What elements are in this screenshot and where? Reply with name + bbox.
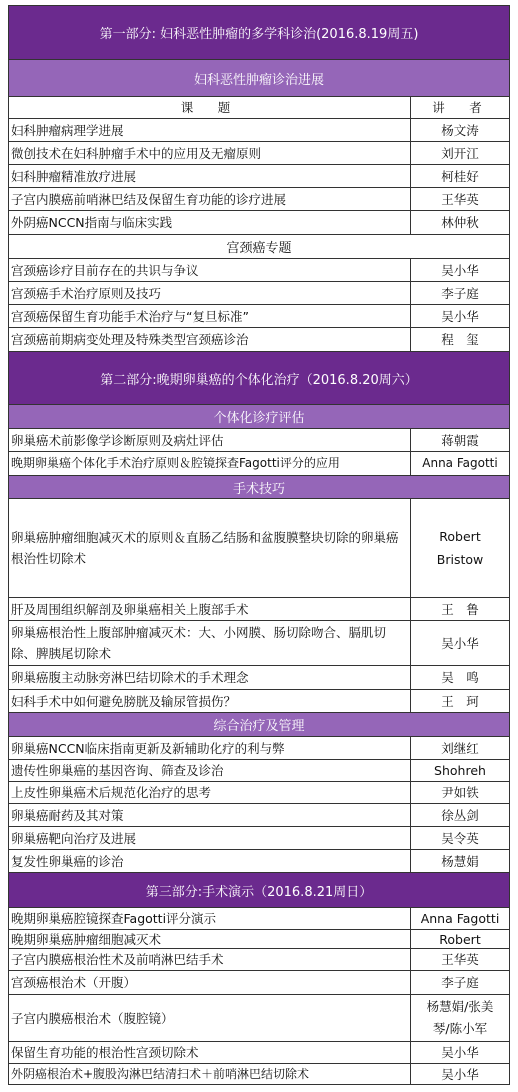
part2-title-row — [8, 352, 510, 405]
part2-section2-title: 手术技巧 — [232, 481, 285, 497]
speaker-cell: 王 鲁 — [441, 601, 479, 617]
topic-cell: 晚期卵巢癌个体化手术治疗原则＆腔镜探查Fagotti评分的应用 — [9, 452, 411, 475]
topic-cell: 遗传性卵巢癌的基因咨询、筛查及诊治 — [9, 760, 411, 781]
header-topic: 课 题 — [9, 97, 411, 118]
speaker-cell: Anna Fagotti — [420, 911, 500, 926]
table-row — [8, 142, 510, 165]
table-row — [8, 737, 510, 760]
speaker-cell: Robert — [439, 931, 481, 947]
speaker-cell: 吴小华 — [441, 1066, 479, 1082]
table-row — [8, 188, 510, 211]
table-row — [8, 211, 510, 235]
topic-cell: 子宫内膜癌根治性术及前哨淋巴结手术 — [9, 949, 411, 970]
speaker-cell: 蒋朝霞 — [441, 432, 479, 448]
table-row — [8, 452, 510, 476]
table-row — [8, 165, 510, 188]
table-row — [8, 259, 510, 282]
part3-title: 第三部分:手术演示（2016.8.21周日） — [145, 884, 373, 900]
table-row — [8, 1064, 510, 1085]
speaker-cell: 吴小华 — [441, 635, 479, 651]
part1-section-title: 妇科恶性肿瘤诊治进展 — [193, 72, 324, 88]
table-row — [8, 598, 510, 621]
topic-cell: 妇科手术中如何避免膀胱及输尿管损伤？ — [9, 690, 411, 712]
table-row — [8, 621, 510, 666]
part2-section2-row — [8, 476, 510, 499]
table-header-row — [8, 97, 510, 119]
topic-cell: 宫颈癌诊疗目前存在的共识与争议 — [9, 259, 411, 281]
speaker-cell: 尹如铁 — [441, 785, 479, 800]
speaker-cell: 吴令英 — [441, 830, 479, 846]
table-row — [8, 666, 510, 690]
topic-cell: 妇科肿瘤病理学进展 — [9, 119, 411, 141]
table-row — [8, 971, 510, 995]
table-row — [8, 804, 510, 827]
topic-cell: 妇科肿瘤精准放疗进展 — [9, 165, 411, 187]
table-row — [8, 690, 510, 713]
part1-title: 第一部分: 妇科恶性肿瘤的多学科诊治(2016.8.19周五) — [99, 27, 419, 42]
speaker-cell: 林仲秋 — [441, 215, 479, 230]
speaker-cell: Anna Fagotti — [422, 456, 498, 470]
part1-title-row — [8, 5, 510, 60]
topic-cell: 卵巢癌肿瘤细胞减灭术的原则＆直肠乙结肠和盆腹膜整块切除的卵巢癌根治性切除术 — [9, 499, 411, 597]
speaker-cell: 吴小华 — [441, 308, 479, 324]
table-row — [8, 827, 510, 850]
table-row — [8, 850, 510, 873]
topic-cell: 卵巢癌靶向治疗及进展 — [9, 827, 411, 849]
topic-cell: 卵巢癌腹主动脉旁淋巴结切除术的手术理念 — [9, 666, 411, 689]
speaker-cell: 刘继红 — [441, 740, 479, 756]
topic-cell: 晚期卵巢癌腔镜探查Fagotti评分演示 — [9, 908, 411, 929]
speaker-cell: 李子庭 — [441, 285, 479, 301]
table-row — [8, 930, 510, 949]
table-row — [8, 1042, 510, 1064]
topic-cell: 卵巢癌耐药及其对策 — [9, 804, 411, 826]
topic-cell: 卵巢癌NCCN临床指南更新及新辅助化疗的利与弊 — [9, 737, 411, 759]
part2-section3-row — [8, 713, 510, 737]
speaker-cell: 刘开江 — [441, 145, 479, 161]
topic-cell: 子宫内膜癌前哨淋巴结及保留生育功能的诊疗进展 — [9, 188, 411, 210]
speaker-cell: 王华英 — [441, 191, 479, 207]
speaker-cell: 杨慧娟/张美琴/陈小军 — [426, 999, 494, 1036]
subsection-title: 宫颈癌专题 — [226, 241, 292, 256]
part2-section3-title: 综合治疗及管理 — [213, 719, 305, 734]
table-row — [8, 499, 510, 598]
topic-cell: 上皮性卵巢癌术后规范化治疗的思考 — [9, 782, 411, 803]
topic-cell: 子宫内膜癌根治术（腹腔镜） — [9, 995, 411, 1041]
table-row — [8, 782, 510, 804]
topic-cell: 晚期卵巢癌肿瘤细胞减灭术 — [9, 930, 411, 948]
speaker-cell: Shohreh — [434, 763, 486, 778]
table-row — [8, 949, 510, 971]
table-row — [8, 328, 510, 352]
topic-cell: 微创技术在妇科肿瘤手术中的应用及无瘤原则 — [9, 142, 411, 164]
speaker-cell: 柯桂好 — [441, 168, 479, 184]
topic-cell: 复发性卵巢癌的诊治 — [9, 850, 411, 872]
topic-cell: 外阴癌NCCN指南与临床实践 — [9, 211, 411, 234]
topic-cell: 卵巢癌术前影像学诊断原则及病灶评估 — [9, 429, 411, 451]
table-row — [8, 908, 510, 930]
topic-cell: 宫颈癌前期病变处理及特殊类型宫颈癌诊治 — [9, 328, 411, 351]
part3-title-row — [8, 873, 510, 908]
topic-cell: 外阴癌根治术+腹股沟淋巴结清扫术＋前哨淋巴结切除术 — [9, 1064, 411, 1084]
header-speaker: 讲 者 — [432, 100, 488, 115]
speaker-cell: 杨文涛 — [441, 122, 479, 138]
speaker-cell: 王华英 — [441, 952, 479, 967]
table-row — [8, 282, 510, 305]
topic-cell: 宫颈癌手术治疗原则及技巧 — [9, 282, 411, 304]
speaker-cell: 程 玺 — [441, 332, 479, 347]
topic-cell: 卵巢癌根治性上腹部肿瘤减灭术：大、小网膜、肠切除吻合、膈肌切除、脾胰尾切除术 — [9, 621, 411, 665]
speaker-cell: 徐丛剑 — [441, 807, 479, 823]
topic-cell: 保留生育功能的根治性宫颈切除术 — [9, 1042, 411, 1063]
part2-section1-row — [8, 405, 510, 429]
table-row — [8, 760, 510, 782]
table-row — [8, 119, 510, 142]
topic-cell: 宫颈癌保留生育功能手术治疗与“复旦标准” — [9, 305, 411, 327]
speaker-cell: 李子庭 — [441, 975, 479, 990]
speaker-cell: 吴小华 — [441, 1045, 479, 1060]
subsection-row — [8, 235, 510, 259]
table-row — [8, 995, 510, 1042]
speaker-cell: 杨慧娟 — [441, 853, 479, 869]
speaker-cell: 吴小华 — [441, 262, 479, 278]
part1-section-row — [8, 60, 510, 97]
topic-cell: 肝及周围组织解剖及卵巢癌相关上腹部手术 — [9, 598, 411, 620]
speaker-cell: 王 珂 — [441, 693, 479, 709]
table-row — [8, 305, 510, 328]
speaker-cell: Robert Bristow — [436, 529, 484, 567]
topic-cell: 宫颈癌根治术（开腹） — [9, 971, 411, 994]
part2-section1-title: 个体化诊疗评估 — [213, 411, 305, 426]
table-row — [8, 429, 510, 452]
speaker-cell: 吴 鸣 — [441, 670, 479, 685]
part2-title: 第二部分:晚期卵巢癌的个体化治疗（2016.8.20周六） — [100, 372, 418, 388]
